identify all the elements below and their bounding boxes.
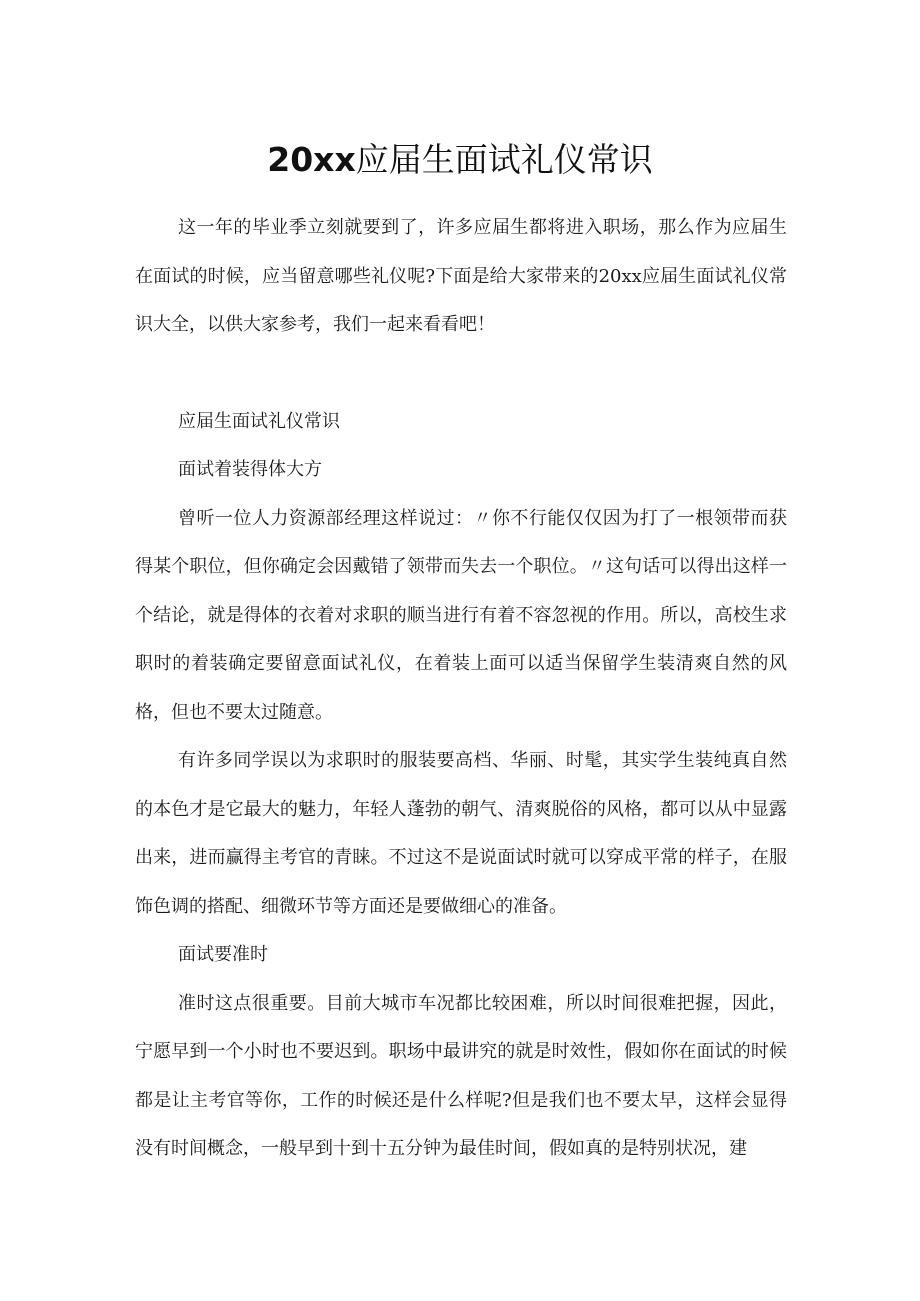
title-prefix: 20xx bbox=[267, 140, 356, 179]
title-rest: 应届生面试礼仪常识 bbox=[355, 140, 653, 179]
subsection-heading-punctuality: 面试要准时 bbox=[178, 944, 268, 965]
intro-paragraph: 这一年的毕业季立刻就要到了，许多应届生都将进入职场，那么作为应届生在面试的时候，应当留意哪些礼仪呢?下面是给大家带来的20xx应届生面试礼仪常识大全，以供大家参考，我们一起来看看吧！ bbox=[135, 217, 787, 335]
attire-paragraph-1: 曾听一位人力资源部经理这样说过：〃你不行能仅仅因为打了一根领带而获得某个职位，但你确定会因戴错了领带而失去一个职位。〃这句话可以得出这样一个结论，就是得体的衣着对求职的顺当进行有着不容忽视的作用。所以，高校生求职时的着装确定要留意面试礼仪，在着装上面可以适当保留学生装清爽自然的风格，但也不要太过随意。 bbox=[135, 507, 787, 723]
document-body bbox=[135, 204, 787, 1174]
document-title bbox=[0, 138, 920, 182]
punctuality-paragraph-1: 准时这点很重要。目前大城市车况都比较困难，所以时间很难把握，因此，宁愿早到一个小时也不要迟到。职场中最讲究的就是时效性，假如你在面试的时候都是让主考官等你，工作的时候还是什么样呢?但是我们也不要太早，这样会显得没有时间概念，一般早到十到十五分钟为最佳时间，假如真的是特别状况，建 bbox=[135, 992, 787, 1159]
attire-paragraph-2: 有许多同学误以为求职时的服装要高档、华丽、时髦，其实学生装纯真自然的本色才是它最大的魅力，年轻人蓬勃的朝气、清爽脱俗的风格，都可以从中显露出来，进而赢得主考官的青睐。不过这不是说面试时就可以穿成平常的样子，在服饰色调的搭配、细微环节等方面还是要做细心的准备。 bbox=[135, 750, 787, 917]
section-heading: 应届生面试礼仪常识 bbox=[178, 410, 340, 432]
subsection-heading-attire: 面试着装得体大方 bbox=[178, 459, 322, 480]
